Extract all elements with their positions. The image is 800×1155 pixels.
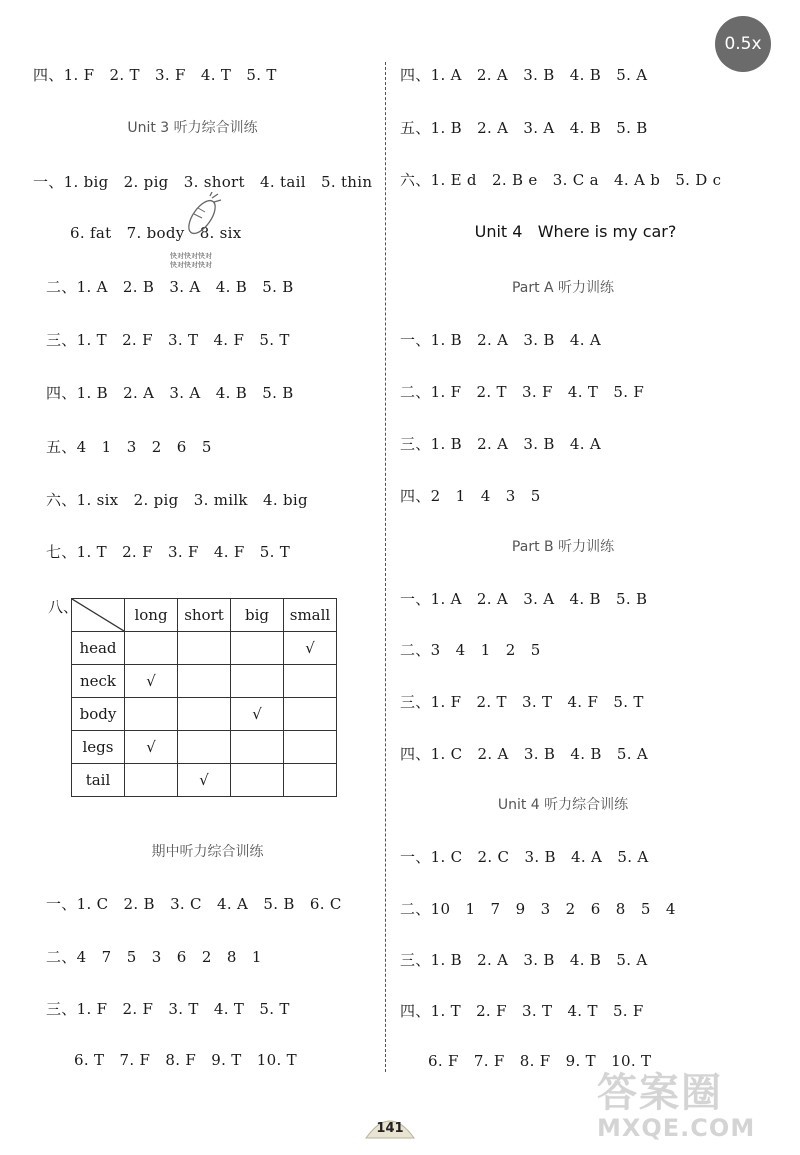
answer-row: 二、4 7 5 3 6 2 8 1 — [46, 948, 262, 966]
table-cell — [231, 632, 284, 665]
table-header: short — [178, 599, 231, 632]
kuaidui-logo — [168, 192, 238, 269]
answer-row: 四、1. B 2. A 3. A 4. B 5. B — [46, 384, 294, 402]
table-corner — [72, 599, 125, 632]
table-cell — [231, 764, 284, 797]
table-row — [72, 731, 337, 764]
table-cell — [284, 698, 337, 731]
row-label: neck — [72, 665, 125, 698]
answer-row: 三、1. T 2. F 3. T 4. F 5. T — [46, 331, 290, 349]
page-number-text: 141 — [376, 1121, 404, 1136]
answer-row: 四、1. A 2. A 3. B 4. B 5. A — [400, 66, 648, 84]
watermark-url: MXQE.COM — [597, 1114, 756, 1142]
answer-row: 一、1. B 2. A 3. B 4. A — [400, 331, 602, 349]
answer-row: 6. F 7. F 8. F 9. T 10. T — [428, 1052, 652, 1070]
section-heading-unit3: Unit 3 听力综合训练 — [127, 120, 258, 136]
answer-row: 五、1. B 2. A 3. A 4. B 5. B — [400, 119, 648, 137]
site-watermark — [597, 1072, 782, 1147]
answer-table — [71, 598, 337, 797]
answer-row: 一、1. big 2. pig 3. short 4. tail 5. thin — [33, 173, 373, 191]
answer-row: 二、1. F 2. T 3. F 4. T 5. F — [400, 383, 645, 401]
answer-row: 四、1. C 2. A 3. B 4. B 5. A — [400, 745, 649, 763]
table-row — [72, 632, 337, 665]
section-heading-unit4-review: Unit 4 听力综合训练 — [497, 797, 629, 813]
section-heading-midterm: 期中听力综合训练 — [151, 844, 264, 860]
answer-row: 三、1. B 2. A 3. B 4. A — [400, 435, 602, 453]
answer-row: 四、1. F 2. T 3. F 4. T 5. T — [33, 66, 277, 84]
answer-row: 6. fat 7. body 8. six — [70, 224, 242, 242]
watermark-logo-text: 答案圈 — [597, 1070, 723, 1116]
page-number — [362, 1110, 418, 1138]
answer-row: 二、3 4 1 2 5 — [400, 641, 541, 659]
logo-text: 快对快对快对 — [170, 261, 212, 269]
answer-row: 三、1. F 2. F 3. T 4. T 5. T — [46, 1000, 290, 1018]
question-number: 八、 — [48, 598, 79, 616]
answer-row: 六、1. six 2. pig 3. milk 4. big — [46, 491, 308, 509]
table-cell — [178, 665, 231, 698]
logo-text: 快对快对快对 — [170, 252, 212, 260]
row-label: tail — [72, 764, 125, 797]
table-cell — [178, 698, 231, 731]
answer-row: 四、1. T 2. F 3. T 4. T 5. F — [400, 1002, 644, 1020]
table-cell — [284, 665, 337, 698]
column-divider — [385, 62, 386, 1072]
table-cell: √ — [178, 764, 231, 797]
table-cell — [178, 731, 231, 764]
table-row — [72, 698, 337, 731]
table-cell — [125, 632, 178, 665]
table-cell — [125, 698, 178, 731]
answer-row: 二、10 1 7 9 3 2 6 8 5 4 — [400, 900, 676, 918]
table-cell — [284, 764, 337, 797]
row-label: body — [72, 698, 125, 731]
section-heading-part-a: Part A 听力训练 — [511, 280, 615, 296]
row-label: legs — [72, 731, 125, 764]
table-cell — [178, 632, 231, 665]
answer-row: 三、1. B 2. A 3. B 4. B 5. A — [400, 951, 648, 969]
answer-row: 七、1. T 2. F 3. F 4. F 5. T — [46, 543, 291, 561]
table-cell — [231, 665, 284, 698]
table-header: small — [284, 599, 337, 632]
answer-row: 二、1. A 2. B 3. A 4. B 5. B — [46, 278, 294, 296]
table-cell — [284, 731, 337, 764]
table-cell — [125, 764, 178, 797]
answer-row: 四、2 1 4 3 5 — [400, 487, 541, 505]
answer-row: 一、1. C 2. B 3. C 4. A 5. B 6. C — [46, 895, 342, 913]
right-column — [388, 0, 800, 1155]
section-heading-part-b: Part B 听力训练 — [511, 539, 615, 555]
table-cell: √ — [125, 731, 178, 764]
table-cell: √ — [125, 665, 178, 698]
playback-speed-button[interactable]: 0.5x — [715, 16, 771, 72]
section-heading-unit4: Unit 4 Where is my car? — [474, 222, 677, 241]
answer-row: 一、1. C 2. C 3. B 4. A 5. A — [400, 848, 649, 866]
answer-row: 三、1. F 2. T 3. T 4. F 5. T — [400, 693, 644, 711]
answer-row: 6. T 7. F 8. F 9. T 10. T — [74, 1051, 297, 1069]
table-cell: √ — [284, 632, 337, 665]
table-row — [72, 665, 337, 698]
row-label: head — [72, 632, 125, 665]
answer-row: 一、1. A 2. A 3. A 4. B 5. B — [400, 590, 648, 608]
table-header: big — [231, 599, 284, 632]
answer-row: 五、4 1 3 2 6 5 — [46, 438, 212, 456]
answer-row: 六、1. E d 2. B e 3. C a 4. A b 5. D c — [400, 171, 722, 189]
left-column — [0, 0, 385, 1155]
table-cell — [231, 731, 284, 764]
table-row — [72, 764, 337, 797]
table-header: long — [125, 599, 178, 632]
table-cell: √ — [231, 698, 284, 731]
